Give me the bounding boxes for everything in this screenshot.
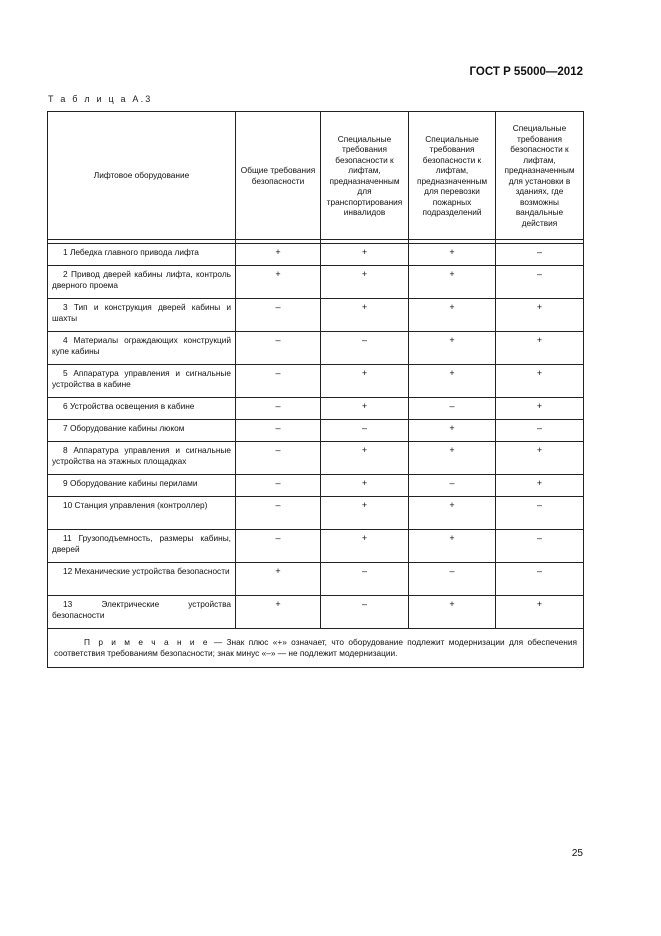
note-text: — Знак плюс «+» означает, что оборудование подлежит модернизации для обеспечения соответствия требованиям безопасности; знак минус «–» — не подлежит модернизации.: [54, 637, 578, 658]
requirement-mark: –: [236, 398, 321, 420]
requirement-mark: –: [496, 244, 584, 266]
requirement-mark: +: [236, 266, 321, 299]
equipment-cell: [48, 442, 236, 475]
row-number: 6: [63, 401, 68, 411]
equipment-name: Материалы ограждающих конструкций купе кабины: [52, 335, 231, 356]
requirement-mark: +: [321, 266, 409, 299]
row-number: 11: [63, 533, 72, 543]
requirement-mark: +: [321, 244, 409, 266]
equipment-name: Аппаратура управления и сигнальные устройства на этажных площадках: [52, 445, 231, 466]
requirement-mark: +: [496, 332, 584, 365]
requirement-mark: –: [409, 398, 496, 420]
table-row: [48, 266, 584, 299]
requirement-mark: +: [236, 563, 321, 596]
equipment-cell: [48, 244, 236, 266]
requirement-mark: +: [409, 420, 496, 442]
column-header-disabled: Специальные требования безопасности к лифтам, предназначенным для транспортирования инвалидов: [321, 112, 409, 240]
table-row: [48, 244, 584, 266]
equipment-cell: [48, 365, 236, 398]
row-number: 10: [63, 500, 73, 510]
requirement-mark: +: [321, 530, 409, 563]
table-caption: Т а б л и ц а А.3: [48, 94, 153, 104]
equipment-name: Аппаратура управления и сигнальные устройства в кабине: [52, 368, 231, 389]
table-row: [48, 420, 584, 442]
table-header-row: [48, 112, 584, 240]
equipment-cell: [48, 420, 236, 442]
requirement-mark: +: [321, 299, 409, 332]
requirement-mark: –: [236, 497, 321, 530]
requirement-mark: –: [496, 563, 584, 596]
requirement-mark: +: [409, 530, 496, 563]
requirement-mark: +: [321, 442, 409, 475]
column-header-general: Общие требования безопасности: [236, 112, 321, 240]
row-number: 4: [63, 335, 68, 345]
requirement-mark: –: [236, 530, 321, 563]
requirement-mark: +: [409, 299, 496, 332]
equipment-cell: [48, 497, 236, 530]
table-row: [48, 475, 584, 497]
equipment-name: Тип и конструкция дверей кабины и шахты: [52, 302, 232, 323]
requirement-mark: +: [496, 596, 584, 629]
table-note: [48, 629, 584, 668]
requirement-mark: –: [321, 563, 409, 596]
requirement-mark: +: [409, 596, 496, 629]
requirement-mark: +: [496, 475, 584, 497]
requirement-mark: –: [321, 420, 409, 442]
row-number: 9: [63, 478, 68, 488]
table-row: [48, 299, 584, 332]
requirement-mark: +: [496, 442, 584, 475]
equipment-name: Станция управления (контроллер): [74, 500, 208, 510]
column-header-equipment: Лифтовое оборудование: [48, 112, 236, 240]
equipment-cell: [48, 299, 236, 332]
table-row: [48, 442, 584, 475]
requirement-mark: +: [321, 497, 409, 530]
requirement-mark: +: [409, 442, 496, 475]
row-number: 7: [63, 423, 68, 433]
column-header-vandal: Специальные требования безопасности к лифтам, предназначенным для установки в зданиях, где возможны вандальные действия: [496, 112, 584, 240]
equipment-cell: [48, 475, 236, 497]
equipment-name: Лебедка главного привода лифта: [69, 247, 199, 257]
column-header-firefighters: Специальные требования безопасности к лифтам, предназначенным для перевозки пожарных подразделений: [409, 112, 496, 240]
row-number: 13: [63, 599, 73, 609]
requirement-mark: +: [409, 332, 496, 365]
row-number: 2: [63, 269, 68, 279]
table-body: [48, 240, 584, 668]
table-row: [48, 332, 584, 365]
requirement-mark: –: [236, 420, 321, 442]
requirement-mark: +: [236, 596, 321, 629]
requirement-mark: –: [496, 497, 584, 530]
requirement-mark: +: [236, 244, 321, 266]
requirement-mark: –: [496, 530, 584, 563]
requirement-mark: –: [496, 420, 584, 442]
equipment-cell: [48, 398, 236, 420]
equipment-name: Механические устройства безопасности: [74, 566, 230, 576]
table-row: [48, 497, 584, 530]
requirement-mark: –: [236, 299, 321, 332]
table-row: [48, 530, 584, 563]
requirement-mark: +: [409, 244, 496, 266]
equipment-cell: [48, 266, 236, 299]
requirement-mark: +: [409, 266, 496, 299]
row-number: 12: [63, 566, 73, 576]
requirement-mark: +: [321, 365, 409, 398]
table-row: [48, 365, 584, 398]
document-id: ГОСТ Р 55000—2012: [469, 66, 583, 78]
equipment-requirements-table: [47, 111, 584, 668]
requirement-mark: +: [496, 299, 584, 332]
equipment-cell: [48, 596, 236, 629]
requirement-mark: +: [496, 365, 584, 398]
row-number: 1: [63, 247, 68, 257]
table-row: [48, 398, 584, 420]
requirement-mark: –: [409, 563, 496, 596]
requirement-mark: –: [236, 365, 321, 398]
requirement-mark: –: [321, 596, 409, 629]
equipment-name: Привод дверей кабины лифта, контроль дверного проема: [52, 269, 231, 290]
requirement-mark: –: [496, 266, 584, 299]
requirement-mark: –: [321, 332, 409, 365]
row-number: 3: [63, 302, 68, 312]
requirement-mark: +: [409, 365, 496, 398]
equipment-name: Оборудование кабины перилами: [69, 478, 198, 488]
table-row: [48, 563, 584, 596]
note-row: [48, 629, 584, 668]
requirement-mark: +: [321, 398, 409, 420]
equipment-cell: [48, 563, 236, 596]
note-label: П р и м е ч а н и е: [84, 637, 210, 647]
requirement-mark: –: [236, 332, 321, 365]
table-row: [48, 596, 584, 629]
row-number: 5: [63, 368, 68, 378]
requirement-mark: –: [236, 475, 321, 497]
equipment-cell: [48, 530, 236, 563]
requirement-mark: –: [409, 475, 496, 497]
requirement-mark: –: [236, 442, 321, 475]
requirement-mark: +: [321, 475, 409, 497]
equipment-name: Устройства освещения в кабине: [69, 401, 195, 411]
equipment-name: Грузоподъемность, размеры кабины, дверей: [52, 533, 231, 554]
page-number: 25: [571, 848, 583, 859]
row-number: 8: [63, 445, 68, 455]
requirement-mark: +: [496, 398, 584, 420]
equipment-name: Электрические устройства безопасности: [52, 599, 231, 620]
requirement-mark: +: [409, 497, 496, 530]
equipment-name: Оборудование кабины люком: [69, 423, 185, 433]
equipment-cell: [48, 332, 236, 365]
